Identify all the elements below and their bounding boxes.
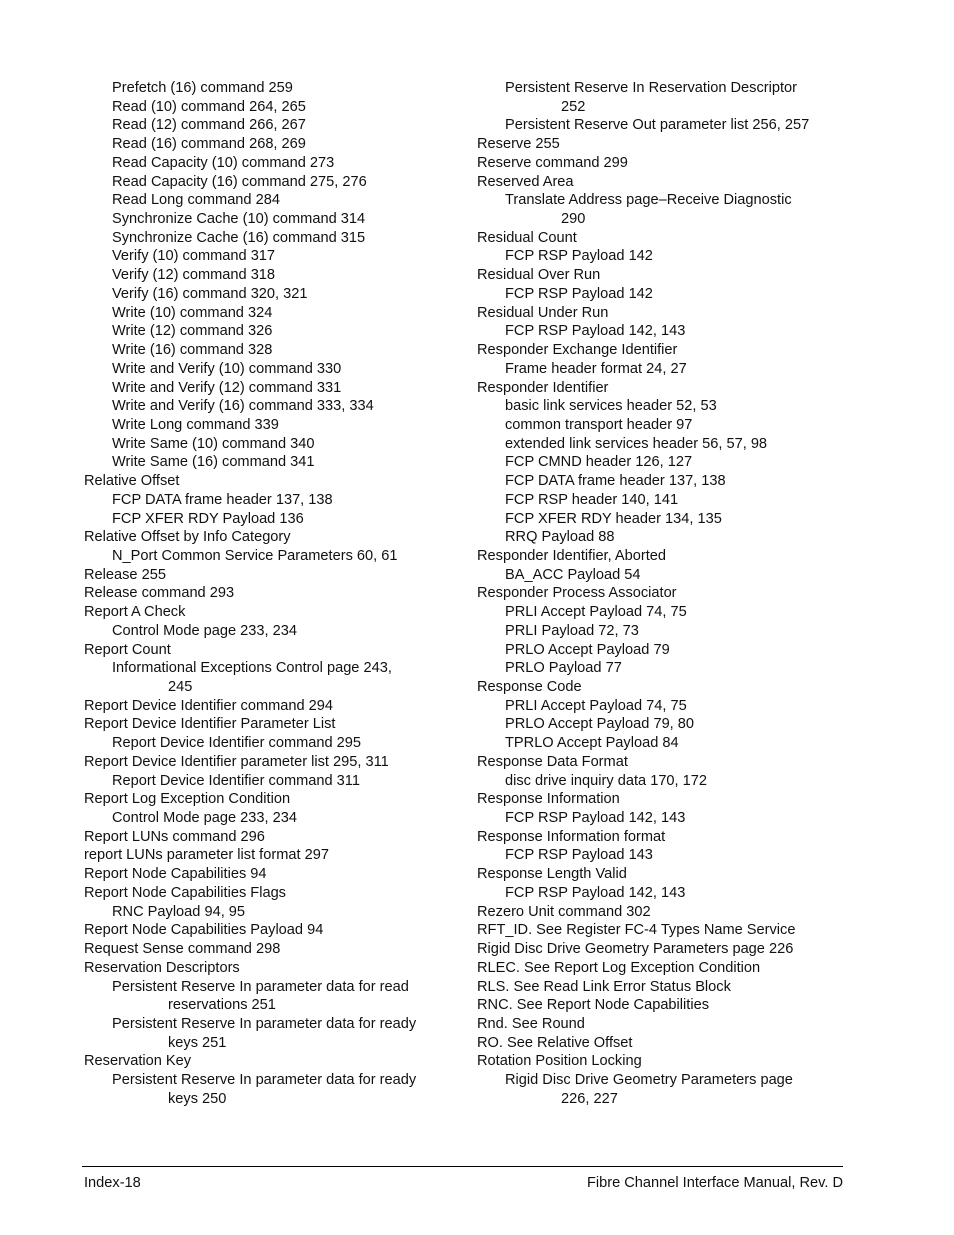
index-entry: Reserved Area <box>477 173 574 190</box>
index-subentry: RRQ Payload 88 <box>505 529 615 546</box>
index-subentry: disc drive inquiry data 170, 172 <box>505 772 708 789</box>
index-subentry: Read Capacity (16) command 275, 276 <box>112 173 367 190</box>
index-subentry: PRLI Payload 72, 73 <box>505 622 639 639</box>
index-entry: Report A Check <box>84 604 186 621</box>
index-subentry: Report Device Identifier command 311 <box>112 772 360 789</box>
index-subentry: Read (12) command 266, 267 <box>112 117 306 134</box>
index-subentry: keys 251 <box>168 1034 227 1051</box>
index-entry: Report Log Exception Condition <box>84 791 291 808</box>
footer-page-number: Index-18 <box>84 1175 141 1191</box>
index-subentry: FCP RSP Payload 142 <box>505 248 653 265</box>
index-entry: RLEC. See Report Log Exception Condition <box>477 959 761 976</box>
index-subentry: Persistent Reserve In parameter data for ready <box>112 1015 417 1032</box>
index-subentry: BA_ACC Payload 54 <box>505 566 641 583</box>
index-subentry: Write Same (10) command 340 <box>112 435 315 452</box>
index-entry: Residual Count <box>477 229 577 246</box>
index-entry: Reservation Key <box>84 1053 192 1070</box>
index-subentry: keys 250 <box>168 1090 227 1107</box>
index-subentry: Write (10) command 324 <box>112 304 273 321</box>
index-entry: Responder Identifier <box>477 379 609 396</box>
index-entry: Request Sense command 298 <box>84 941 281 958</box>
index-subentry: FCP DATA frame header 137, 138 <box>112 491 333 508</box>
index-entry: Report LUNs command 296 <box>84 828 265 845</box>
index-entry: Relative Offset by Info Category <box>84 529 291 546</box>
index-entry: Rotation Position Locking <box>477 1053 642 1070</box>
index-subentry: Synchronize Cache (10) command 314 <box>112 211 366 228</box>
index-entry: Report Count <box>84 641 171 658</box>
index-entry: Reserve 255 <box>477 136 560 153</box>
index-entry: Rnd. See Round <box>477 1015 585 1032</box>
footer-manual-title: Fibre Channel Interface Manual, Rev. D <box>586 1175 843 1191</box>
index-entry: Response Code <box>477 679 582 695</box>
index-subentry: Read Capacity (10) command 273 <box>112 154 335 171</box>
index-subentry: Write Same (16) command 341 <box>112 454 315 471</box>
index-subentry: PRLI Accept Payload 74, 75 <box>505 697 687 714</box>
index-subentry: Persistent Reserve In parameter data for ready <box>112 1072 417 1089</box>
index-entry: Response Information format <box>477 828 666 845</box>
index-entry: Report Node Capabilities Payload 94 <box>84 922 324 939</box>
index-entry: Reserve command 299 <box>477 154 628 171</box>
footer-rule <box>82 1166 843 1167</box>
index-subentry: FCP DATA frame header 137, 138 <box>505 473 726 490</box>
index-subentry: Verify (16) command 320, 321 <box>112 285 308 302</box>
index-subentry: Write (16) command 328 <box>112 342 273 359</box>
index-subentry: Persistent Reserve In Reservation Descriptor <box>505 80 797 96</box>
index-subentry: FCP RSP Payload 142, 143 <box>505 323 686 340</box>
index-column-left <box>84 79 464 1109</box>
index-subentry: Frame header format 24, 27 <box>505 360 687 377</box>
index-entry: Response Data Format <box>477 753 628 770</box>
index-subentry: Read (10) command 264, 265 <box>112 98 306 115</box>
index-subentry: Read (16) command 268, 269 <box>112 136 306 153</box>
index-entry: Residual Over Run <box>477 267 601 284</box>
index-subentry: Synchronize Cache (16) command 315 <box>112 229 366 246</box>
index-subentry: FCP RSP Payload 142, 143 <box>505 884 686 901</box>
index-subentry: FCP CMND header 126, 127 <box>505 454 693 471</box>
index-entry: RNC. See Report Node Capabilities <box>477 997 709 1014</box>
index-subentry: Rigid Disc Drive Geometry Parameters page <box>505 1072 793 1089</box>
index-subentry: FCP RSP Payload 142, 143 <box>505 810 686 827</box>
index-subentry: Persistent Reserve In parameter data for read <box>112 978 409 995</box>
index-entry: report LUNs parameter list format 297 <box>84 847 329 864</box>
index-subentry: basic link services header 52, 53 <box>505 398 717 415</box>
index-subentry: PRLO Accept Payload 79 <box>505 641 670 658</box>
index-subentry: Write and Verify (10) command 330 <box>112 360 342 377</box>
index-subentry: RNC Payload 94, 95 <box>112 903 246 920</box>
index-subentry: FCP XFER RDY Payload 136 <box>112 510 304 527</box>
index-subentry: Control Mode page 233, 234 <box>112 622 297 639</box>
index-subentry: N_Port Common Service Parameters 60, 61 <box>112 547 398 564</box>
index-subentry: 245 <box>168 679 193 695</box>
index-entry: Relative Offset <box>84 473 180 490</box>
index-entry: Rigid Disc Drive Geometry Parameters page 226 <box>477 941 794 958</box>
index-entry: Residual Under Run <box>477 304 609 321</box>
index-subentry: FCP RSP header 140, 141 <box>505 491 679 508</box>
index-entry: Rezero Unit command 302 <box>477 903 651 920</box>
index-entry: Response Information <box>477 791 620 808</box>
index-entry: Release 255 <box>84 566 166 583</box>
index-subentry: Verify (12) command 318 <box>112 267 276 284</box>
index-subentry: extended link services header 56, 57, 98 <box>505 435 768 452</box>
index-subentry: reservations 251 <box>168 997 276 1014</box>
index-subentry: Write and Verify (12) command 331 <box>112 379 342 396</box>
index-subentry: PRLI Accept Payload 74, 75 <box>505 604 687 621</box>
index-subentry: Read Long command 284 <box>112 192 280 209</box>
index-subentry: Translate Address page–Receive Diagnostic <box>505 192 792 209</box>
index-subentry: 252 <box>561 98 586 115</box>
index-subentry: 290 <box>561 211 586 228</box>
index-subentry: FCP XFER RDY header 134, 135 <box>505 510 722 527</box>
index-subentry: Persistent Reserve Out parameter list 256, 257 <box>505 117 810 134</box>
index-subentry: Write and Verify (16) command 333, 334 <box>112 398 374 415</box>
index-entry: Report Device Identifier Parameter List <box>84 716 336 733</box>
index-entry: Report Node Capabilities Flags <box>84 884 286 901</box>
index-entry: Reservation Descriptors <box>84 959 240 976</box>
index-entry: Report Device Identifier command 294 <box>84 697 334 714</box>
index-subentry: Control Mode page 233, 234 <box>112 810 297 827</box>
index-entry: Release command 293 <box>84 585 235 602</box>
index-subentry: Prefetch (16) command 259 <box>112 80 293 96</box>
index-subentry: Report Device Identifier command 295 <box>112 735 362 752</box>
index-entry: Response Length Valid <box>477 866 627 883</box>
index-entry: RLS. See Read Link Error Status Block <box>477 978 731 995</box>
index-subentry: Informational Exceptions Control page 243, <box>112 660 392 677</box>
index-subentry: FCP RSP Payload 142 <box>505 285 653 302</box>
index-entry: RFT_ID. See Register FC-4 Types Name Service <box>477 922 796 939</box>
index-entry: Responder Process Associator <box>477 585 677 602</box>
index-subentry: Write Long command 339 <box>112 416 279 433</box>
index-entry: Report Node Capabilities 94 <box>84 866 267 883</box>
index-column-right <box>477 79 857 1109</box>
index-entry: Responder Exchange Identifier <box>477 342 678 359</box>
index-subentry: FCP RSP Payload 143 <box>505 847 653 864</box>
index-subentry: TPRLO Accept Payload 84 <box>505 735 679 752</box>
index-subentry: 226, 227 <box>561 1090 618 1107</box>
index-entry: RO. See Relative Offset <box>477 1034 633 1051</box>
index-subentry: common transport header 97 <box>505 416 693 433</box>
index-entry: Responder Identifier, Aborted <box>477 547 667 564</box>
index-entry: Report Device Identifier parameter list 295, 311 <box>84 753 389 770</box>
index-subentry: Verify (10) command 317 <box>112 248 276 265</box>
index-subentry: PRLO Accept Payload 79, 80 <box>505 716 695 733</box>
index-subentry: Write (12) command 326 <box>112 323 273 340</box>
index-subentry: PRLO Payload 77 <box>505 660 622 677</box>
